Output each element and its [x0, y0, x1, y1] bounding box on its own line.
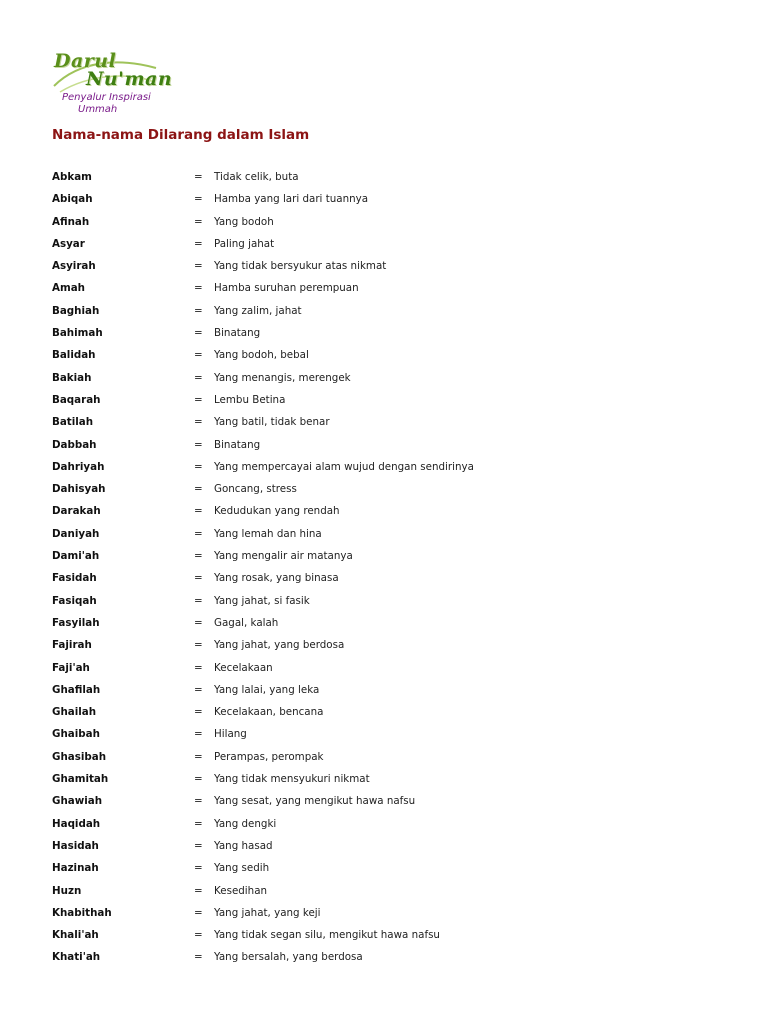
equals-separator: =	[194, 773, 203, 786]
entry-name: Ghamitah	[52, 773, 109, 786]
equals-separator: =	[194, 260, 203, 273]
entry-meaning: Yang hasad	[214, 839, 273, 852]
list-item	[52, 255, 732, 277]
entry-name: Khabithah	[52, 906, 112, 919]
equals-separator: =	[194, 862, 203, 875]
entry-name: Batilah	[52, 416, 94, 429]
list-item	[52, 300, 732, 322]
equals-separator: =	[194, 639, 203, 652]
entry-meaning: Yang mengalir air matanya	[214, 550, 353, 563]
document-title: Nama-nama Dilarang dalam Islam	[52, 127, 310, 143]
entry-meaning: Yang tidak segan silu, mengikut hawa nafsu	[214, 929, 440, 942]
entry-name: Ghaibah	[52, 728, 100, 741]
list-item	[52, 813, 732, 835]
entry-meaning: Kecelakaan, bencana	[214, 706, 324, 719]
entry-name: Daniyah	[52, 527, 100, 540]
list-item	[52, 857, 732, 879]
entry-meaning: Tidak celik, buta	[214, 171, 299, 183]
list-item	[52, 924, 732, 946]
entry-meaning: Binatang	[214, 327, 261, 340]
list-item	[52, 523, 732, 545]
entry-name: Hazinah	[52, 862, 99, 875]
entry-meaning: Hamba yang lari dari tuannya	[214, 193, 369, 206]
list-item	[52, 188, 732, 210]
entry-name: Fasidah	[52, 572, 97, 585]
entry-name: Faji'ah	[52, 661, 90, 674]
entry-name: Haqidah	[52, 817, 101, 830]
equals-separator: =	[194, 527, 203, 540]
entry-name: Baqarah	[52, 393, 101, 406]
entry-name: Dami'ah	[52, 550, 100, 563]
entry-meaning: Yang sesat, yang mengikut hawa nafsu	[214, 795, 416, 808]
list-item	[52, 478, 732, 500]
entry-name: Abiqah	[52, 193, 93, 206]
equals-separator: =	[194, 906, 203, 919]
entry-meaning: Hilang	[214, 728, 247, 741]
logo-tagline-line1: Penyalur Inspirasi	[62, 92, 151, 103]
list-item	[52, 277, 732, 299]
entry-meaning: Yang menangis, merengek	[214, 371, 351, 384]
entry-name: Hasidah	[52, 839, 99, 852]
entry-name: Afinah	[52, 215, 90, 228]
entry-meaning: Yang lemah dan hina	[214, 527, 322, 540]
equals-separator: =	[194, 616, 203, 629]
logo-text-line1: Darul	[54, 50, 117, 72]
equals-separator: =	[194, 371, 203, 384]
list-item	[52, 166, 732, 188]
entry-meaning: Kecelakaan	[214, 661, 273, 674]
equals-separator: =	[194, 416, 203, 429]
entry-meaning: Yang mempercayai alam wujud dengan sendirinya	[214, 460, 474, 473]
entry-meaning: Yang bersalah, yang berdosa	[214, 951, 363, 964]
list-item	[52, 679, 732, 701]
entry-meaning: Yang tidak bersyukur atas nikmat	[214, 260, 387, 273]
entry-name: Baghiah	[52, 304, 100, 317]
list-item	[52, 657, 732, 679]
equals-separator: =	[194, 438, 203, 451]
equals-separator: =	[194, 839, 203, 852]
list-item	[52, 344, 732, 366]
list-item	[52, 411, 732, 433]
entry-name: Amah	[52, 282, 85, 295]
list-item	[52, 211, 732, 233]
entry-meaning: Hamba suruhan perempuan	[214, 282, 359, 295]
entry-meaning: Yang bodoh	[214, 215, 274, 228]
equals-separator: =	[194, 282, 203, 295]
equals-separator: =	[194, 795, 203, 808]
list-item	[52, 946, 732, 968]
equals-separator: =	[194, 327, 203, 340]
list-item	[52, 456, 732, 478]
list-item	[52, 500, 732, 522]
entry-name: Huzn	[52, 884, 82, 897]
entry-meaning: Yang rosak, yang binasa	[214, 572, 339, 585]
equals-separator: =	[194, 215, 203, 228]
list-item	[52, 567, 732, 589]
list-item	[52, 233, 732, 255]
equals-separator: =	[194, 304, 203, 317]
equals-separator: =	[194, 750, 203, 763]
list-item	[52, 367, 732, 389]
equals-separator: =	[194, 951, 203, 964]
equals-separator: =	[194, 728, 203, 741]
equals-separator: =	[194, 193, 203, 206]
list-item	[52, 835, 732, 857]
entry-name: Asyar	[52, 237, 85, 250]
equals-separator: =	[194, 594, 203, 607]
entry-meaning: Lembu Betina	[214, 393, 286, 406]
entry-meaning: Yang lalai, yang leka	[214, 683, 320, 696]
entry-name: Balidah	[52, 349, 96, 362]
entry-meaning: Yang jahat, si fasik	[214, 594, 310, 607]
entry-meaning: Yang bodoh, bebal	[214, 349, 309, 362]
entry-name: Dahriyah	[52, 460, 105, 473]
equals-separator: =	[194, 171, 203, 183]
equals-separator: =	[194, 550, 203, 563]
list-item	[52, 590, 732, 612]
list-item	[52, 701, 732, 723]
equals-separator: =	[194, 683, 203, 696]
equals-separator: =	[194, 706, 203, 719]
entry-name: Ghailah	[52, 706, 97, 719]
entry-name: Fasiqah	[52, 594, 97, 607]
logo-tagline-line2: Ummah	[78, 104, 118, 115]
entry-meaning: Yang dengki	[214, 817, 277, 830]
list-item	[52, 768, 732, 790]
entry-meaning: Perampas, perompak	[214, 750, 324, 763]
logo-text-line2: Nu'man	[86, 68, 173, 90]
entry-name: Dabbah	[52, 438, 97, 451]
entry-meaning: Binatang	[214, 438, 261, 451]
entry-name: Dahisyah	[52, 483, 106, 496]
brand-logo	[48, 46, 173, 122]
equals-separator: =	[194, 460, 203, 473]
entry-meaning: Yang batil, tidak benar	[214, 416, 330, 429]
equals-separator: =	[194, 884, 203, 897]
equals-separator: =	[194, 572, 203, 585]
equals-separator: =	[194, 393, 203, 406]
list-item	[52, 389, 732, 411]
equals-separator: =	[194, 349, 203, 362]
entry-meaning: Paling jahat	[214, 237, 275, 250]
equals-separator: =	[194, 817, 203, 830]
entry-meaning: Kedudukan yang rendah	[214, 505, 340, 518]
entry-name: Ghasibah	[52, 750, 107, 763]
entry-name: Darakah	[52, 505, 101, 518]
list-item	[52, 322, 732, 344]
entry-name: Abkam	[52, 171, 92, 183]
entry-meaning: Goncang, stress	[214, 483, 297, 496]
entry-name: Ghafilah	[52, 683, 101, 696]
list-item	[52, 545, 732, 567]
entry-name: Fajirah	[52, 639, 92, 652]
entry-name: Asyirah	[52, 260, 96, 273]
equals-separator: =	[194, 237, 203, 250]
entry-name: Khali'ah	[52, 929, 99, 942]
entry-name: Bahimah	[52, 327, 103, 340]
equals-separator: =	[194, 661, 203, 674]
entry-name: Khati'ah	[52, 951, 101, 964]
list-item	[52, 790, 732, 812]
list-item	[52, 746, 732, 768]
entry-meaning: Yang tidak mensyukuri nikmat	[214, 773, 370, 786]
equals-separator: =	[194, 929, 203, 942]
equals-separator: =	[194, 505, 203, 518]
entry-meaning: Yang jahat, yang keji	[214, 906, 321, 919]
entry-meaning: Yang jahat, yang berdosa	[214, 639, 345, 652]
list-item	[52, 612, 732, 634]
list-item	[52, 902, 732, 924]
entry-meaning: Gagal, kalah	[214, 616, 279, 629]
entry-name: Bakiah	[52, 371, 92, 384]
entry-name: Ghawiah	[52, 795, 103, 808]
entry-meaning: Yang zalim, jahat	[214, 304, 302, 317]
entry-meaning: Yang sedih	[214, 862, 270, 875]
equals-separator: =	[194, 483, 203, 496]
list-item	[52, 634, 732, 656]
entry-name: Fasyilah	[52, 616, 100, 629]
list-item	[52, 434, 732, 456]
entry-meaning: Kesedihan	[214, 884, 268, 897]
list-item	[52, 880, 732, 902]
forbidden-names-list	[52, 166, 732, 969]
list-item	[52, 723, 732, 745]
